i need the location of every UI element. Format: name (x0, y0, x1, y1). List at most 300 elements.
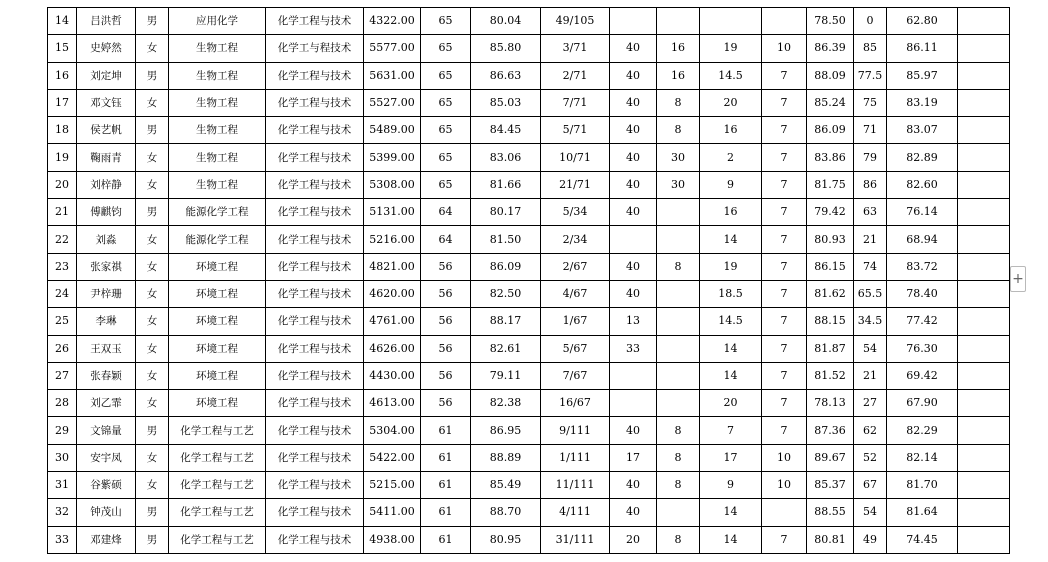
cell-credits: 65 (421, 89, 471, 116)
table-row (48, 417, 1010, 444)
cell-note (958, 444, 1010, 471)
cell-gender: 女 (136, 362, 169, 389)
cell-note (958, 390, 1010, 417)
cell-weighted: 81.87 (807, 335, 854, 362)
cell-weighted: 79.42 (807, 199, 854, 226)
cell-score-a (610, 8, 657, 35)
cell-rank: 2/34 (541, 226, 610, 253)
cell-average: 79.11 (471, 362, 541, 389)
cell-average: 80.17 (471, 199, 541, 226)
cell-note (958, 117, 1010, 144)
cell-major: 环境工程 (169, 280, 266, 307)
cell-score-d: 7 (762, 117, 807, 144)
cell-average: 82.50 (471, 280, 541, 307)
cell-discipline: 化学工程与技术 (266, 226, 364, 253)
cell-name: 尹梓珊 (77, 280, 136, 307)
cell-rank: 2/71 (541, 62, 610, 89)
cell-extra: 27 (854, 390, 887, 417)
cell-total-score: 5411.00 (364, 499, 421, 526)
cell-extra: 34.5 (854, 308, 887, 335)
cell-average: 85.03 (471, 89, 541, 116)
cell-average: 86.09 (471, 253, 541, 280)
cell-index: 14 (48, 8, 77, 35)
cell-score-d: 7 (762, 171, 807, 198)
cell-weighted: 80.81 (807, 526, 854, 553)
cell-note (958, 62, 1010, 89)
cell-score-a: 40 (610, 199, 657, 226)
cell-note (958, 226, 1010, 253)
cell-score-b (657, 499, 700, 526)
cell-note (958, 526, 1010, 553)
cell-score-a: 40 (610, 35, 657, 62)
cell-note (958, 35, 1010, 62)
cell-name: 刘乙霏 (77, 390, 136, 417)
table-row (48, 308, 1010, 335)
cell-total-score: 4821.00 (364, 253, 421, 280)
cell-credits: 61 (421, 526, 471, 553)
cell-final: 77.42 (887, 308, 958, 335)
cell-credits: 64 (421, 226, 471, 253)
cell-total-score: 5399.00 (364, 144, 421, 171)
cell-discipline: 化学工程与技术 (266, 444, 364, 471)
cell-index: 25 (48, 308, 77, 335)
cell-rank: 5/34 (541, 199, 610, 226)
cell-score-b: 30 (657, 171, 700, 198)
cell-gender: 女 (136, 171, 169, 198)
cell-major: 能源化学工程 (169, 226, 266, 253)
cell-total-score: 5216.00 (364, 226, 421, 253)
table-row (48, 390, 1010, 417)
table-row (48, 280, 1010, 307)
cell-discipline: 化学工程与技术 (266, 362, 364, 389)
cell-score-d: 7 (762, 280, 807, 307)
cell-score-a: 40 (610, 253, 657, 280)
cell-score-d: 7 (762, 335, 807, 362)
cell-score-c: 16 (700, 117, 762, 144)
cell-major: 能源化学工程 (169, 199, 266, 226)
cell-weighted: 78.13 (807, 390, 854, 417)
cell-index: 24 (48, 280, 77, 307)
cell-note (958, 308, 1010, 335)
cell-weighted: 85.37 (807, 472, 854, 499)
cell-name: 傅麒钧 (77, 199, 136, 226)
cell-gender: 女 (136, 444, 169, 471)
cell-total-score: 4761.00 (364, 308, 421, 335)
cell-rank: 16/67 (541, 390, 610, 417)
cell-score-c: 9 (700, 171, 762, 198)
cell-discipline: 化学工程与技术 (266, 171, 364, 198)
cell-score-a: 40 (610, 144, 657, 171)
cell-discipline: 化学工程与技术 (266, 89, 364, 116)
table-row (48, 362, 1010, 389)
cell-score-a: 13 (610, 308, 657, 335)
cell-score-a: 40 (610, 171, 657, 198)
cell-major: 环境工程 (169, 253, 266, 280)
cell-score-a (610, 390, 657, 417)
cell-score-b: 30 (657, 144, 700, 171)
cell-total-score: 5422.00 (364, 444, 421, 471)
cell-final: 83.07 (887, 117, 958, 144)
cell-weighted: 88.55 (807, 499, 854, 526)
cell-major: 环境工程 (169, 390, 266, 417)
cell-rank: 11/111 (541, 472, 610, 499)
cell-score-a (610, 226, 657, 253)
cell-average: 80.95 (471, 526, 541, 553)
cell-note (958, 417, 1010, 444)
cell-average: 85.80 (471, 35, 541, 62)
cell-note (958, 280, 1010, 307)
cell-gender: 女 (136, 390, 169, 417)
cell-index: 29 (48, 417, 77, 444)
cell-major: 生物工程 (169, 117, 266, 144)
cell-weighted: 88.09 (807, 62, 854, 89)
cell-score-b (657, 362, 700, 389)
cell-name: 刘梓静 (77, 171, 136, 198)
cell-rank: 3/71 (541, 35, 610, 62)
cell-total-score: 5631.00 (364, 62, 421, 89)
cell-index: 23 (48, 253, 77, 280)
cell-major: 环境工程 (169, 335, 266, 362)
cell-final: 82.60 (887, 171, 958, 198)
cell-average: 85.49 (471, 472, 541, 499)
cell-discipline: 化学工程与技术 (266, 472, 364, 499)
cell-score-c: 19 (700, 35, 762, 62)
cell-score-d: 7 (762, 417, 807, 444)
cell-note (958, 362, 1010, 389)
cell-major: 化学工程与工艺 (169, 444, 266, 471)
cell-total-score: 4322.00 (364, 8, 421, 35)
cell-score-c: 14.5 (700, 308, 762, 335)
cell-score-b (657, 280, 700, 307)
cell-score-c (700, 8, 762, 35)
cell-gender: 女 (136, 35, 169, 62)
cell-credits: 61 (421, 499, 471, 526)
cell-index: 18 (48, 117, 77, 144)
cell-index: 22 (48, 226, 77, 253)
cell-score-b: 8 (657, 117, 700, 144)
cell-gender: 男 (136, 8, 169, 35)
cell-gender: 女 (136, 253, 169, 280)
cell-discipline: 化学工程与技术 (266, 499, 364, 526)
cell-score-b: 16 (657, 35, 700, 62)
cell-index: 26 (48, 335, 77, 362)
table-row (48, 89, 1010, 116)
cell-major: 生物工程 (169, 35, 266, 62)
cell-rank: 5/67 (541, 335, 610, 362)
cell-final: 68.94 (887, 226, 958, 253)
cell-final: 83.19 (887, 89, 958, 116)
cell-discipline: 化学工程与技术 (266, 308, 364, 335)
cell-score-b: 8 (657, 253, 700, 280)
cell-score-d: 7 (762, 308, 807, 335)
cell-credits: 56 (421, 308, 471, 335)
cell-final: 69.42 (887, 362, 958, 389)
cell-total-score: 5308.00 (364, 171, 421, 198)
cell-rank: 4/111 (541, 499, 610, 526)
cell-final: 85.97 (887, 62, 958, 89)
cell-average: 84.45 (471, 117, 541, 144)
cell-score-a: 40 (610, 472, 657, 499)
table-row (48, 62, 1010, 89)
cell-gender: 女 (136, 335, 169, 362)
cell-name: 侯艺帆 (77, 117, 136, 144)
cell-extra: 21 (854, 362, 887, 389)
cell-extra: 63 (854, 199, 887, 226)
cell-score-b (657, 390, 700, 417)
cell-name: 史婷然 (77, 35, 136, 62)
cell-note (958, 8, 1010, 35)
cell-credits: 65 (421, 62, 471, 89)
cell-name: 张春颖 (77, 362, 136, 389)
cell-gender: 女 (136, 226, 169, 253)
table-row (48, 226, 1010, 253)
cell-gender: 女 (136, 280, 169, 307)
cell-credits: 61 (421, 444, 471, 471)
cell-name: 王双玉 (77, 335, 136, 362)
cell-index: 17 (48, 89, 77, 116)
cell-credits: 56 (421, 390, 471, 417)
cell-score-b (657, 308, 700, 335)
cell-extra: 86 (854, 171, 887, 198)
cell-major: 化学工程与工艺 (169, 499, 266, 526)
cell-weighted: 85.24 (807, 89, 854, 116)
cell-credits: 56 (421, 253, 471, 280)
cell-discipline: 化学工程与技术 (266, 417, 364, 444)
cell-index: 19 (48, 144, 77, 171)
cell-score-d: 7 (762, 62, 807, 89)
cell-score-a: 17 (610, 444, 657, 471)
cell-extra: 54 (854, 335, 887, 362)
cell-score-d: 10 (762, 444, 807, 471)
cell-score-c: 9 (700, 472, 762, 499)
cell-rank: 4/67 (541, 280, 610, 307)
cell-score-a: 33 (610, 335, 657, 362)
cell-rank: 31/111 (541, 526, 610, 553)
cell-gender: 男 (136, 417, 169, 444)
cell-final: 76.14 (887, 199, 958, 226)
cell-discipline: 化学工程与技术 (266, 526, 364, 553)
cell-discipline: 化学工程与技术 (266, 8, 364, 35)
cell-final: 78.40 (887, 280, 958, 307)
cell-name: 邓文钰 (77, 89, 136, 116)
cell-note (958, 335, 1010, 362)
cell-gender: 男 (136, 199, 169, 226)
cell-name: 钟茂山 (77, 499, 136, 526)
cell-extra: 52 (854, 444, 887, 471)
cell-weighted: 86.15 (807, 253, 854, 280)
cell-major: 化学工程与工艺 (169, 472, 266, 499)
cell-major: 化学工程与工艺 (169, 526, 266, 553)
cell-rank: 2/67 (541, 253, 610, 280)
cell-score-a: 40 (610, 89, 657, 116)
cell-total-score: 5527.00 (364, 89, 421, 116)
cell-note (958, 499, 1010, 526)
cell-index: 15 (48, 35, 77, 62)
cell-discipline: 化学工程与技术 (266, 280, 364, 307)
cell-extra: 62 (854, 417, 887, 444)
cell-credits: 65 (421, 171, 471, 198)
cell-major: 生物工程 (169, 144, 266, 171)
cell-final: 74.45 (887, 526, 958, 553)
cell-weighted: 78.50 (807, 8, 854, 35)
cell-rank: 1/111 (541, 444, 610, 471)
cell-major: 生物工程 (169, 89, 266, 116)
cell-name: 文锦量 (77, 417, 136, 444)
cell-discipline: 化学工程与技术 (266, 62, 364, 89)
cell-note (958, 89, 1010, 116)
cell-score-d: 7 (762, 362, 807, 389)
cell-total-score: 4613.00 (364, 390, 421, 417)
cell-weighted: 89.67 (807, 444, 854, 471)
expand-handle-button[interactable]: + (1010, 266, 1026, 292)
cell-score-c: 16 (700, 199, 762, 226)
cell-average: 80.04 (471, 8, 541, 35)
cell-name: 谷紫硕 (77, 472, 136, 499)
cell-name: 张家祺 (77, 253, 136, 280)
cell-gender: 女 (136, 144, 169, 171)
cell-final: 76.30 (887, 335, 958, 362)
cell-weighted: 80.93 (807, 226, 854, 253)
cell-score-b: 8 (657, 89, 700, 116)
cell-score-b (657, 8, 700, 35)
cell-name: 邓建烽 (77, 526, 136, 553)
cell-extra: 74 (854, 253, 887, 280)
cell-name: 刘定坤 (77, 62, 136, 89)
cell-discipline: 化学工与程技术 (266, 35, 364, 62)
table-body (48, 8, 1010, 554)
cell-rank: 5/71 (541, 117, 610, 144)
cell-note (958, 171, 1010, 198)
cell-index: 31 (48, 472, 77, 499)
cell-score-c: 14 (700, 226, 762, 253)
cell-weighted: 81.62 (807, 280, 854, 307)
cell-score-b (657, 199, 700, 226)
cell-score-d: 7 (762, 89, 807, 116)
cell-score-b (657, 335, 700, 362)
cell-note (958, 144, 1010, 171)
cell-name: 李琳 (77, 308, 136, 335)
cell-index: 27 (48, 362, 77, 389)
cell-gender: 女 (136, 308, 169, 335)
table-row (48, 117, 1010, 144)
cell-index: 20 (48, 171, 77, 198)
cell-final: 67.90 (887, 390, 958, 417)
cell-score-a: 40 (610, 499, 657, 526)
cell-index: 28 (48, 390, 77, 417)
cell-credits: 65 (421, 117, 471, 144)
cell-final: 83.72 (887, 253, 958, 280)
cell-discipline: 化学工程与技术 (266, 253, 364, 280)
cell-extra: 0 (854, 8, 887, 35)
cell-credits: 56 (421, 335, 471, 362)
cell-score-d: 10 (762, 472, 807, 499)
cell-credits: 56 (421, 362, 471, 389)
cell-index: 30 (48, 444, 77, 471)
cell-score-b: 8 (657, 472, 700, 499)
table-row (48, 499, 1010, 526)
cell-extra: 54 (854, 499, 887, 526)
cell-name: 刘淼 (77, 226, 136, 253)
cell-credits: 56 (421, 280, 471, 307)
cell-score-b: 8 (657, 417, 700, 444)
cell-score-d: 7 (762, 526, 807, 553)
cell-gender: 男 (136, 117, 169, 144)
cell-score-a (610, 362, 657, 389)
cell-average: 81.66 (471, 171, 541, 198)
cell-score-d (762, 8, 807, 35)
cell-score-c: 14 (700, 362, 762, 389)
table-row (48, 526, 1010, 553)
table-row (48, 253, 1010, 280)
cell-discipline: 化学工程与技术 (266, 390, 364, 417)
cell-name: 吕洪哲 (77, 8, 136, 35)
cell-discipline: 化学工程与技术 (266, 199, 364, 226)
cell-score-c: 20 (700, 390, 762, 417)
cell-total-score: 4430.00 (364, 362, 421, 389)
cell-name: 鞠雨青 (77, 144, 136, 171)
cell-major: 生物工程 (169, 171, 266, 198)
cell-extra: 79 (854, 144, 887, 171)
score-table (47, 7, 1010, 554)
cell-score-c: 14 (700, 526, 762, 553)
cell-score-a: 40 (610, 117, 657, 144)
cell-credits: 65 (421, 8, 471, 35)
cell-weighted: 88.15 (807, 308, 854, 335)
cell-rank: 9/111 (541, 417, 610, 444)
cell-score-c: 14 (700, 335, 762, 362)
cell-gender: 女 (136, 89, 169, 116)
table-row (48, 171, 1010, 198)
cell-score-c: 2 (700, 144, 762, 171)
cell-extra: 49 (854, 526, 887, 553)
cell-credits: 61 (421, 417, 471, 444)
cell-weighted: 83.86 (807, 144, 854, 171)
cell-score-b: 8 (657, 526, 700, 553)
cell-rank: 7/71 (541, 89, 610, 116)
cell-gender: 女 (136, 472, 169, 499)
cell-score-c: 18.5 (700, 280, 762, 307)
cell-score-a: 40 (610, 417, 657, 444)
cell-discipline: 化学工程与技术 (266, 117, 364, 144)
table-row (48, 444, 1010, 471)
table-row (48, 199, 1010, 226)
cell-rank: 1/67 (541, 308, 610, 335)
cell-index: 33 (48, 526, 77, 553)
cell-note (958, 199, 1010, 226)
cell-average: 86.95 (471, 417, 541, 444)
cell-average: 88.70 (471, 499, 541, 526)
cell-total-score: 5131.00 (364, 199, 421, 226)
cell-average: 83.06 (471, 144, 541, 171)
cell-score-a: 40 (610, 280, 657, 307)
cell-total-score: 5215.00 (364, 472, 421, 499)
cell-weighted: 81.75 (807, 171, 854, 198)
cell-extra: 67 (854, 472, 887, 499)
cell-score-a: 20 (610, 526, 657, 553)
cell-final: 86.11 (887, 35, 958, 62)
cell-average: 81.50 (471, 226, 541, 253)
cell-score-d: 7 (762, 226, 807, 253)
cell-average: 88.89 (471, 444, 541, 471)
cell-score-d: 10 (762, 35, 807, 62)
cell-rank: 21/71 (541, 171, 610, 198)
table-row (48, 8, 1010, 35)
cell-final: 82.29 (887, 417, 958, 444)
cell-extra: 75 (854, 89, 887, 116)
cell-score-d: 7 (762, 390, 807, 417)
cell-major: 环境工程 (169, 308, 266, 335)
cell-name: 安宇凤 (77, 444, 136, 471)
